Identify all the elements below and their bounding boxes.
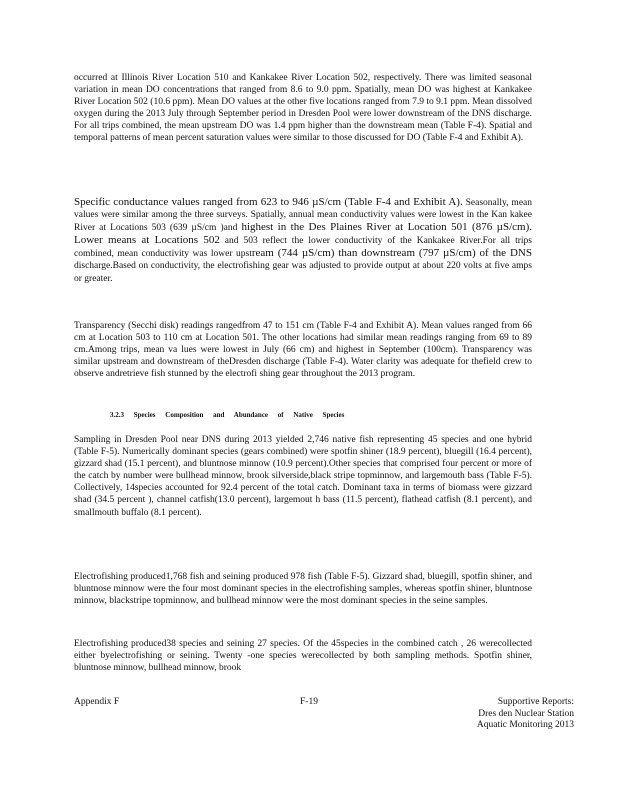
conductance-text-b: highest in the Des Plaines River at Location 501 (876 µS/cm). Lower means at Locations 502 xyxy=(74,221,533,247)
conductance-text-e: discharge.Based on conductivity, the electrofishing gear was adjusted to provide output at about 220 volts at five amps or greater. xyxy=(74,261,532,284)
section-heading: 3.2.3 Species Composition and Abundance of Native Species xyxy=(110,411,345,419)
footer-report-title xyxy=(477,697,574,732)
paragraph-sampling: Sampling in Dresden Pool near DNS during 2013 yielded 2,746 native fish representing 45 species and one hybrid (Table F-5). Numerically dominant species (gears combined) were spotfin shiner (18.9 percent), bluegill (16.4 percent), gizzard shad (15.1 percent), and bluntnose minnow (10.9 percent).Other species that comprised four percent or more of the catch by number were bullhead minnow, brook silverside,black stripe topminnow, and largemouth bass (Table F-5). Collectively, 14species accounted for 92.4 percent of the total catch. Dominant taxa in terms of biomass were gizzard shad (34.5 percent ), channel catfish(13.0 percent), largemout h bass (11.5 percent), flathead catfish (8.1 percent), and smallmouth buffalo (8.1 percent). xyxy=(74,435,532,518)
paragraph-electrofishing-species: Electrofishing produced38 species and seining 27 species. Of the 45species in the combined catch , 26 werecollected either byelectrofishing or seining. Twenty -one species werecollected by both sampling methods. Spotfin shiner, bluntnose minnow, bullhead minnow, brook xyxy=(74,639,532,674)
footer-report-line-3: Aquatic Monitoring 2013 xyxy=(476,720,574,730)
footer-report-line-1: Supportive Reports: xyxy=(497,697,574,707)
conductance-text-c: and 503 reflect the lower conductivity of the Kankakee River.For all trips combined, mean conductivity was lower upst xyxy=(74,236,533,260)
footer-report-line-2: Dres den Nuclear Station xyxy=(478,708,574,719)
paragraph-transparency: Transparency (Secchi disk) readings rangedfrom 47 to 151 cm (Table F-4 and Exhibit A). Mean values ranged from 66 cm at Location 503 to 110 cm at Location 501. The other locations had similar mean readings ranging from 69 to 89 cm.Among trips, mean va lues were lowest in July (66 cm) and highest in September (100cm). Transparency was similar upstream and downstream of theDresden discharge (Table F-4). Water clarity was adequate for thefield crew to observe andretrieve fish stunned by the electrofi shing gear throughout the 2013 program. xyxy=(74,321,532,380)
paragraph-conductance xyxy=(74,196,532,285)
paragraph-dissolved-oxygen: occurred at Illinois River Location 510 and Kankakee River Location 502, respectively. There was limited seasonal variation in mean DO concentrations that ranged from 8.6 to 9.0 ppm. Spatially, mean DO was highest at Kankakee River Location 502 (10.6 ppm). Mean DO values at the other five locations ranged from 7.9 to 9.1 ppm. Mean dissolved oxygen during the 2013 July through September period in Dresden Pool were lower downstream of the DNS discharge. For all trips combined, the mean upstream DO was 1.4 ppm higher than the downstream mean (Table F-4). Spatial and temporal patterns of mean percent saturation values were similar to those discussed for DO (Table F-4 and Exhibit A). xyxy=(74,73,532,144)
footer-page-number: F-19 xyxy=(300,697,318,707)
conductance-lead-sentence: Specific conductance values ranged from 623 to 946 µS/cm (Table F-4 and Exhibit A). xyxy=(74,196,463,208)
conductance-text-d: ream (744 µS/cm) than downstream (797 µS/cm) of the DNS xyxy=(251,247,532,260)
conductance-text-a: Seasonally, mean values were similar among the three surveys. Spatially, annual mean conductivity values were lowest in the Kan kakee River at Locations 503 (639 µS/cm )and xyxy=(74,198,532,234)
footer-appendix-label: Appendix F xyxy=(74,697,120,707)
paragraph-electrofishing-catch: Electrofishing produced1,768 fish and seining produced 978 fish (Table F-5). Gizzard shad, bluegill, spotfin shiner, and bluntnose minnow were the four most dominant species in the electrofishing samples, whereas spotfin shiner, bluntnose minnow, blackstripe topminnow, and bullhead minnow were the most dominant species in the seine samples. xyxy=(74,572,532,607)
